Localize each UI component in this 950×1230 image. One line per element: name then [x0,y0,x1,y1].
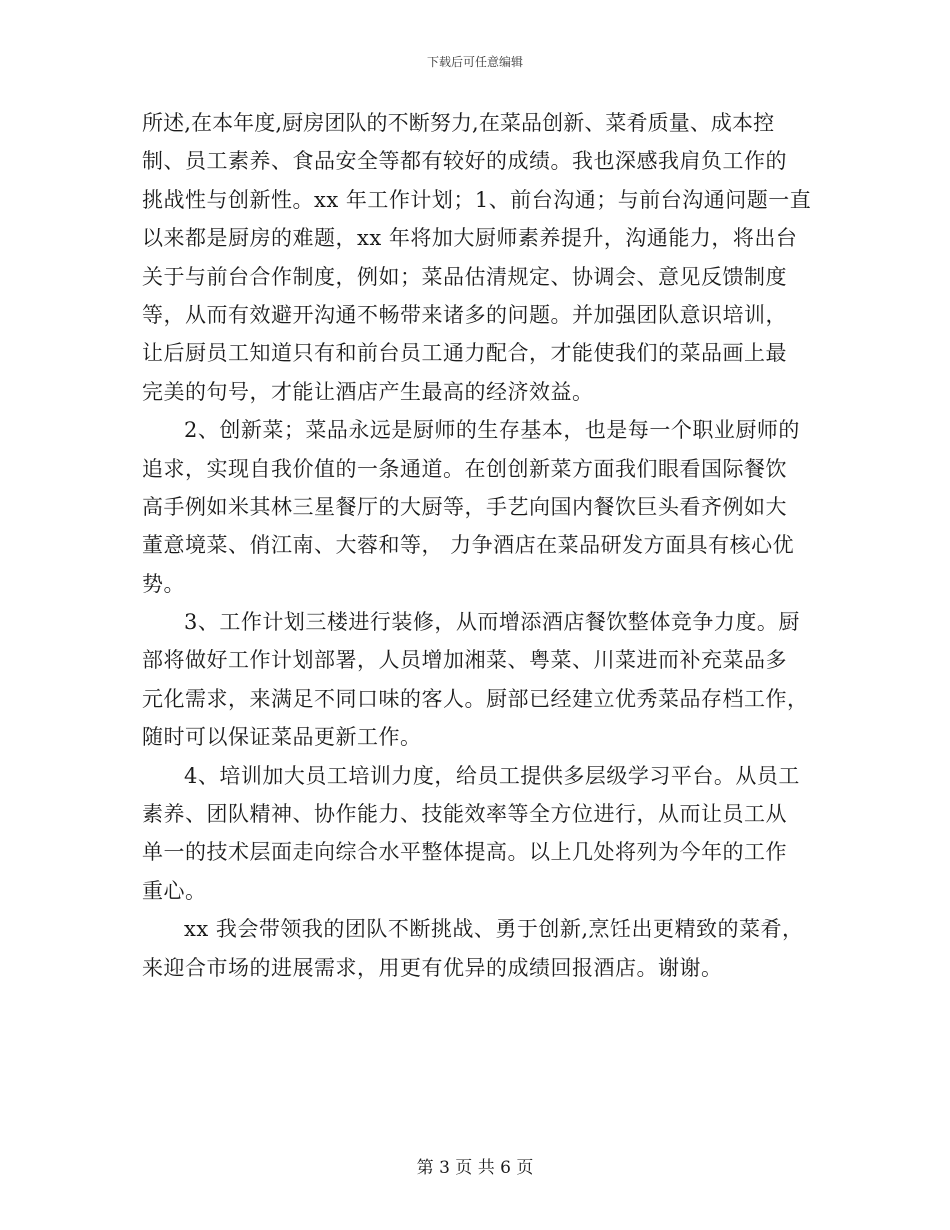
text-line: 关于与前台合作制度，例如；菜品估清规定、协调会、意见反馈制度 [142,264,787,289]
paragraph-first-line: 4、培训加大员工培训力度，给员工提供多层级学习平台。从员工 [184,763,800,788]
text-line: 部将做好工作计划部署，人员增加湘菜、粤菜、川菜进而补充菜品多 [142,648,787,673]
paragraph-first-line: 3、工作计划三楼进行装修，从而增添酒店餐饮整体竞争力度。厨 [184,610,800,635]
text-line: 制、员工素养、食品安全等都有较好的成绩。我也深感我肩负工作的 [142,149,787,174]
text-line: 高手例如米其林三星餐厅的大厨等，手艺向国内餐饮巨头看齐例如大 [142,494,787,519]
page-header: 下载后可任意编辑 [426,55,523,69]
text-line: 挑战性与创新性。xx 年工作计划；1、前台沟通；与前台沟通问题一直 [142,187,812,212]
text-line: 以来都是厨房的难题，xx 年将加大厨师素养提升，沟通能力，将出台 [142,226,798,251]
text-line: 元化需求，来满足不同口味的客人。厨部已经建立优秀菜品存档工作， [142,686,809,711]
text-line: 完美的句号，才能让酒店产生最高的经济效益。 [142,379,594,404]
text-line: 势。 [142,571,185,596]
text-line: 让后厨员工知道只有和前台员工通力配合，才能使我们的菜品画上最 [142,341,787,366]
paragraph-first-line: xx 我会带领我的团队不断挑战、勇于创新,烹饪出更精致的菜肴， [184,917,804,942]
text-line: 重心。 [142,878,207,903]
text-line: 来迎合市场的进展需求，用更有优异的成绩回报酒店。谢谢。 [142,955,723,980]
paragraph-first-line: 2、创新菜；菜品永远是厨师的生存基本，也是每一个职业厨师的 [184,418,800,443]
page-number: 第 3 页 共 6 页 [416,1158,534,1178]
text-line: 等，从而有效避开沟通不畅带来诸多的问题。并加强团队意识培训， [142,302,787,327]
document-body [142,104,810,987]
text-line: 董意境菜、俏江南、大蓉和等， 力争酒店在菜品研发方面具有核心优 [142,533,795,558]
text-line: 追求，实现自我价值的一条通道。在创创新菜方面我们眼看国际餐饮 [142,456,787,481]
text-line: 素养、团队精神、协作能力、技能效率等全方位进行，从而让员工从 [142,802,787,827]
text-line: 单一的技术层面走向综合水平整体提高。以上几处将列为今年的工作 [142,840,787,865]
text-line: 所述,在本年度,厨房团队的不断努力,在菜品创新、菜肴质量、成本控 [142,111,775,135]
text-line: 随时可以保证菜品更新工作。 [142,725,422,750]
